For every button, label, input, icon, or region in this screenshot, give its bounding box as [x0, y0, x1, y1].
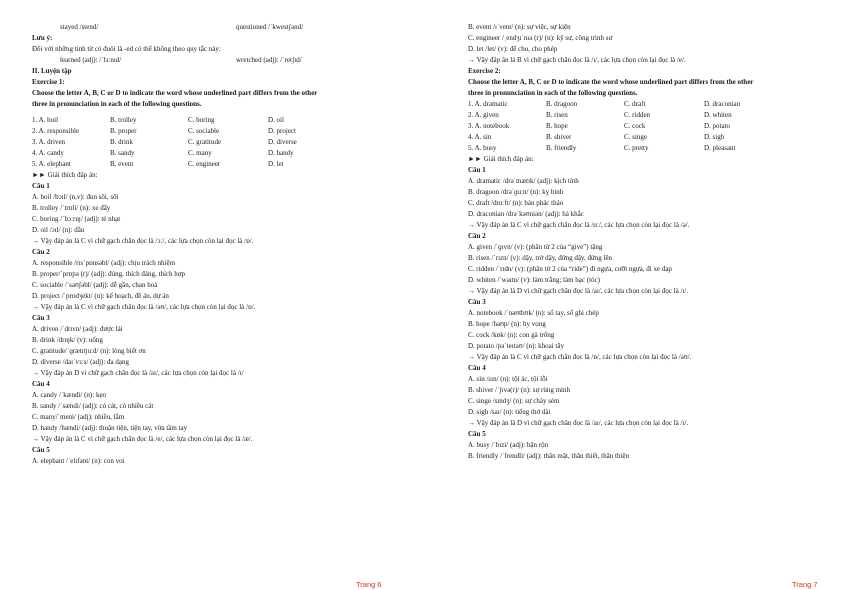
page-left — [0, 0, 420, 590]
instruction-line: three in pronunciation in each of the following questions. — [468, 89, 638, 97]
option-a: 5. A. busy — [468, 144, 497, 152]
explanation-line: D. let /let/ (v): để cho, cho phép — [468, 45, 558, 53]
question-label: Câu 3 — [468, 298, 486, 306]
answer-line: → Vậy đáp án là D vì chữ gạch chân đọc là /aɪ/, các lựa chọn còn lại đọc là /ɪ/. — [468, 287, 689, 295]
option-c: C. engineer — [188, 160, 221, 168]
explanation-line: A. candy /ˈkændi/ (n): kẹo — [32, 391, 107, 399]
example-word: learned (adj): /ˈlɜːnɪd/ — [60, 56, 122, 64]
explanation-line: B. risen /ˈrɪzn/ (v): dậy, trở dậy, đứng dậy, đứng lên — [468, 254, 613, 262]
option-c: C. gratitude — [188, 138, 222, 146]
explanation-line: B. sandy /ˈsændi/ (adj): có cát, có nhiều cát — [32, 402, 154, 410]
question-label: Câu 4 — [32, 380, 50, 388]
instruction-line: Choose the letter A, B, C or D to indicate the word whose underlined part differs from the other — [32, 89, 318, 97]
explanation-line: B. friendly /ˈfrendli/ (adj): thân mật, thân thiết, thân thiện — [468, 452, 629, 460]
page-right-content — [468, 22, 844, 462]
explanation-line: D. draconian /drəˈkəʊniən/ (adj): hà khắc — [468, 210, 584, 218]
option-d: D. whiten — [704, 111, 732, 119]
option-b: B. friendly — [546, 144, 577, 152]
option-c: C. boring — [188, 116, 215, 124]
option-a: 4. A. sin — [468, 133, 492, 141]
explanation-line: B. hope /həʊp/ (n): hy vọng — [468, 320, 546, 328]
note-pair — [32, 55, 412, 66]
explanation-line: C. cock /kɒk/ (n): con gà trống — [468, 331, 555, 339]
question-row — [32, 126, 412, 137]
option-b: B. risen — [546, 111, 568, 119]
option-a: 3. A. driven — [32, 138, 66, 146]
option-a: 5. A. elephant — [32, 160, 71, 168]
option-a: 2. A. given — [468, 111, 499, 119]
question-label: Câu 1 — [32, 182, 50, 190]
option-d: D. draconian — [704, 100, 741, 108]
option-b: B. event — [110, 160, 134, 168]
question-label: Câu 5 — [468, 430, 486, 438]
answer-line: → Vậy đáp án là C vì chữ gạch chân đọc là /ɑː/, các lựa chọn còn lại đọc là /ə/. — [468, 221, 690, 229]
exercise-title: Exercise 2: — [468, 67, 501, 75]
question-row — [468, 99, 844, 110]
explanation-line: D. whiten /ˈwaɪtn/ (v): làm trắng; làm bạc (tóc) — [468, 276, 600, 284]
example-pair — [32, 22, 412, 33]
explanation-line: D. diverse /daɪˈvɜːs/ (adj): đa dạng — [32, 358, 130, 366]
question-row — [32, 159, 412, 170]
explanation-line: C. boring /ˈbɔːrɪŋ/ (adj): tẻ nhạt — [32, 215, 121, 223]
option-d: D. pleasant — [704, 144, 736, 152]
explanation-line: D. handy /hændi/ (adj): thuận tiện, tiện tay, vừa tầm tay — [32, 424, 188, 432]
answer-line: → Vậy đáp án D vì chữ gạch chân đọc là /aɪ/, các lựa chọn còn lại đọc là /ɪ/ — [32, 369, 244, 377]
option-a: 1. A. boil — [32, 116, 59, 124]
explanation-line: B. drink /drɪŋk/ (v): uống — [32, 336, 103, 344]
page-number: Trang 7 — [792, 580, 818, 589]
exercise-title: Exercise 1: — [32, 78, 65, 86]
explanation-line: A. boil /bɔɪl/ (n,v): đun sôi, sôi — [32, 193, 119, 201]
question-label: Câu 3 — [32, 314, 50, 322]
question-label: Câu 2 — [468, 232, 486, 240]
explanation-line: B. trolley /ˈtrɒli/ (n): xe đẩy — [32, 204, 111, 212]
explanation-line: B. event /ɪˈvent/ (n): sự việc, sự kiện — [468, 23, 571, 31]
explanation-header: ►► Giải thích đáp án: — [32, 171, 98, 179]
explanation-line: C. ridden /ˈrɪdn/ (v): (phân từ 2 của “ride”) đi ngựa, cưỡi ngựa, đi xe đạp — [468, 265, 672, 273]
explanation-line: C. engineer /ˌendʒɪˈnɪə (r)/ (n): kỹ sư, công trình sư — [468, 34, 613, 42]
explanation-line: A. sin /sɪn/ (n): tội ác, tội lỗi — [468, 375, 548, 383]
explanation-line: C. sociable /ˈsəʊʃəbl/ (adj): dễ gần, chan hoà — [32, 281, 158, 289]
explanation-line: D. project /ˈprɒdʒekt/ (n): kế hoạch, đề án, dự án — [32, 292, 169, 300]
page-right — [428, 0, 849, 590]
explanation-line: A. notebook /ˈnəʊtbʊk/ (n): sổ tay, sổ ghi chép — [468, 309, 599, 317]
instruction-line: three in pronunciation in each of the following questions. — [32, 100, 202, 108]
example-word: stayed /stend/ — [60, 23, 99, 31]
question-list — [32, 115, 412, 170]
option-d: D. oil — [268, 116, 284, 124]
question-row — [32, 115, 412, 126]
option-c: C. ridden — [624, 111, 651, 119]
question-row — [468, 132, 844, 143]
explanation-line: B. shiver /ˈʃɪvə(r)/ (n): sự rùng mình — [468, 386, 570, 394]
example-word: wretched (adj): /ˈretʃɪd/ — [236, 56, 302, 64]
option-b: B. proper — [110, 127, 137, 135]
option-d: D. let — [268, 160, 284, 168]
question-row — [32, 148, 412, 159]
answer-line: → Vậy đáp án là C vì chữ gạch chân đọc là /e/, các lựa chọn còn lại đọc là /æ/. — [32, 435, 253, 443]
question-label: Câu 2 — [32, 248, 50, 256]
explanation-line: A. dramatic /drəˈmætɪk/ (adj): kịch tính — [468, 177, 579, 185]
question-label: Câu 1 — [468, 166, 486, 174]
option-d: D. diverse — [268, 138, 297, 146]
explanation-line: D. sigh /saɪ/ (n): tiếng thở dài — [468, 408, 551, 416]
option-b: B. dragoon — [546, 100, 578, 108]
page-number: Trang 6 — [356, 580, 382, 589]
question-row — [32, 137, 412, 148]
answer-line: → Vậy đáp án là D vì chữ gạch chân đọc là /aɪ/, các lựa chọn còn lại đọc là /ɪ/. — [468, 419, 689, 427]
option-b: B. shiver — [546, 133, 572, 141]
option-c: C. pretty — [624, 144, 649, 152]
answer-line: → Vậy đáp án là C vì chữ gạch chân đọc là /ɒ/, các lựa chọn còn lại đọc là /əʊ/. — [468, 353, 692, 361]
option-d: D. potato — [704, 122, 731, 130]
option-b: B. trolley — [110, 116, 137, 124]
explanation-line: C. singe /sɪndʒ/ (n): sự cháy sém — [468, 397, 560, 405]
explanation-list — [468, 165, 844, 462]
explanation-line: C. gratitude/ˈɡrætɪtjuːd/ (n): lòng biết ơn — [32, 347, 146, 355]
option-c: C. cock — [624, 122, 646, 130]
option-d: D. handy — [268, 149, 294, 157]
question-row — [468, 110, 844, 121]
option-b: B. drink — [110, 138, 133, 146]
section-heading: II. Luyện tập — [32, 67, 72, 75]
option-c: C. singe — [624, 133, 647, 141]
option-a: 3. A. notebook — [468, 122, 510, 130]
option-d: D. sigh — [704, 133, 725, 141]
question-row — [468, 143, 844, 154]
note-text: Đối với những tính từ có đuôi là -ed có thể không theo quy tắc này: — [32, 45, 221, 53]
option-d: D. project — [268, 127, 296, 135]
answer-line: → Vậy đáp án là C vì chữ gạch chân đọc là /ɔː/, các lựa chọn còn lại đọc là /ɒ/. — [32, 237, 254, 245]
explanation-line: B. dragoon /drəˈɡuːn/ (n): kỵ binh — [468, 188, 564, 196]
question-list — [468, 99, 844, 154]
note-title: Lưu ý: — [32, 34, 53, 42]
explanation-line: D. potato /pəˈteɪtəʊ/ (n): khoai tây — [468, 342, 564, 350]
explanation-line: A. elephant /ˈelɪfənt/ (n): con voi — [32, 457, 125, 465]
option-a: 1. A. dramatic — [468, 100, 508, 108]
page-left-content — [32, 22, 412, 467]
option-b: B. sandy — [110, 149, 135, 157]
option-b: B. hope — [546, 122, 568, 130]
question-row — [468, 121, 844, 132]
option-c: C. many — [188, 149, 212, 157]
explanation-line: C. draft /drɑːft/ (n): bản phác thảo — [468, 199, 564, 207]
example-word: questioned /ˈkwestʃənd/ — [236, 23, 304, 31]
explanation-line: A. busy /ˈbɪzi/ (adj): bận rộn — [468, 441, 549, 449]
explanation-line: B. proper/ˈprɒpə (r)/ (adj): đúng, thích đáng, thích hợp — [32, 270, 185, 278]
explanation-line: D. oil /ɔɪl/ (n): dầu — [32, 226, 85, 234]
option-a: 4. A. candy — [32, 149, 64, 157]
explanation-list — [32, 181, 412, 467]
explanation-line: A. driven /ˈdrɪvn/ (adj): được lái — [32, 325, 123, 333]
option-a: 2. A. responsible — [32, 127, 80, 135]
answer-line: → Vậy đáp án là B vì chữ gạch chân đọc là /ɪ/, các lựa chọn còn lại đọc là /e/. — [468, 56, 686, 64]
instruction-line: Choose the letter A, B, C or D to indicate the word whose underlined part differs from the other — [468, 78, 754, 86]
explanation-line: C. many/ˈmeni/ (adj): nhiều, lắm — [32, 413, 125, 421]
question-label: Câu 4 — [468, 364, 486, 372]
option-c: C. draft — [624, 100, 646, 108]
explanation-header: ►► Giải thích đáp án: — [468, 155, 534, 163]
answer-line: → Vậy đáp án là C vì chữ gạch chân đọc là /əʊ/, các lựa chọn còn lại đọc là /ɒ/. — [32, 303, 256, 311]
explanation-line: A. responsible /rɪsˈpɒnsəbl/ (adj): chịu trách nhiệm — [32, 259, 176, 267]
question-label: Câu 5 — [32, 446, 50, 454]
explanation-line: A. given /ˈɡɪvn/ (v): (phân từ 2 của “give”) tặng — [468, 243, 603, 251]
option-c: C. sociable — [188, 127, 220, 135]
